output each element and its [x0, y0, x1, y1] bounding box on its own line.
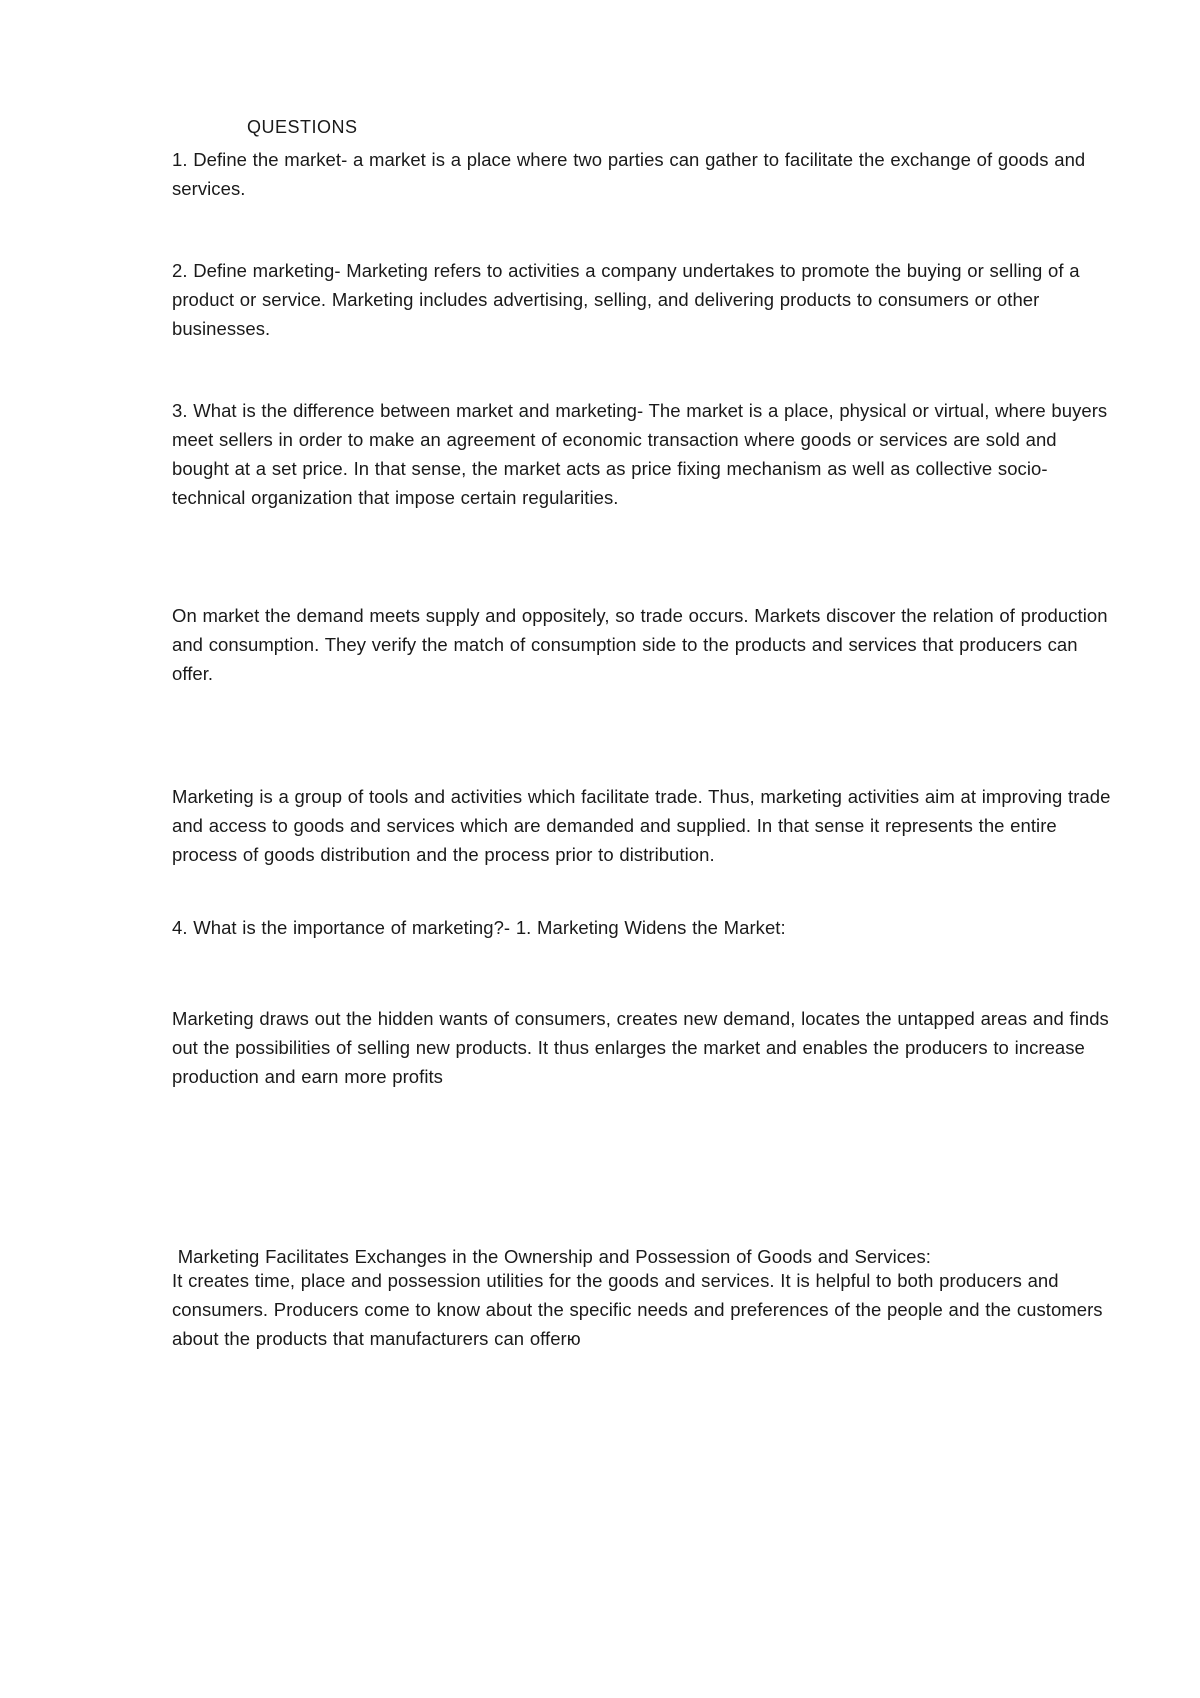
paragraph-text: Marketing is a group of tools and activities which facilitate trade. Thus, marketing activities aim at improving trade and access to goods and services which are demanded and supplied. In that sense it represents the entire process of goods distribution and the process prior to distribution.	[172, 786, 1111, 865]
paragraph-text: Marketing Facilitates Exchanges in the Ownership and Possession of Goods and Services:	[172, 1246, 931, 1267]
utilities-paragraph	[172, 1266, 1112, 1353]
marketing-explanation-paragraph	[172, 782, 1112, 869]
question-2-paragraph	[172, 256, 1112, 343]
widens-market-paragraph	[172, 1004, 1112, 1091]
paragraph-text: On market the demand meets supply and oppositely, so trade occurs. Markets discover the relation of production and consumption. They verify the match of consumption side to the products and services that producers can offer.	[172, 605, 1108, 684]
paragraph-text: 2. Define marketing- Marketing refers to activities a company undertakes to promote the buying or selling of a product or service. Marketing includes advertising, selling, and delivering products to consumers or other businesses.	[172, 260, 1080, 339]
paragraph-text: It creates time, place and possession utilities for the goods and services. It is helpful to both producers and consumers. Producers come to know about the specific needs and preferences of the people and the customers about the products that manufacturers can offerю	[172, 1270, 1103, 1349]
question-4-paragraph	[172, 913, 1112, 942]
paragraph-text: Marketing draws out the hidden wants of consumers, creates new demand, locates the untapped areas and finds out the possibilities of selling new products. It thus enlarges the market and enables the producers to increase production and earn more profits	[172, 1008, 1109, 1087]
question-3-paragraph	[172, 396, 1112, 512]
question-1-paragraph	[172, 145, 1112, 203]
document-title: QUESTIONS	[247, 117, 358, 137]
paragraph-text: 1. Define the market- a market is a place where two parties can gather to facilitate the exchange of goods and services.	[172, 149, 1086, 199]
paragraph-text: 3. What is the difference between market and marketing- The market is a place, physical or virtual, where buyers meet sellers in order to make an agreement of economic transaction where goods or services are sold and bought at a set price. In that sense, the market acts as price fixing mechanism as well as collective socio-technical organization that impose certain regularities.	[172, 400, 1108, 508]
market-explanation-paragraph	[172, 601, 1112, 688]
paragraph-text: 4. What is the importance of marketing?- 1. Marketing Widens the Market:	[172, 917, 786, 938]
